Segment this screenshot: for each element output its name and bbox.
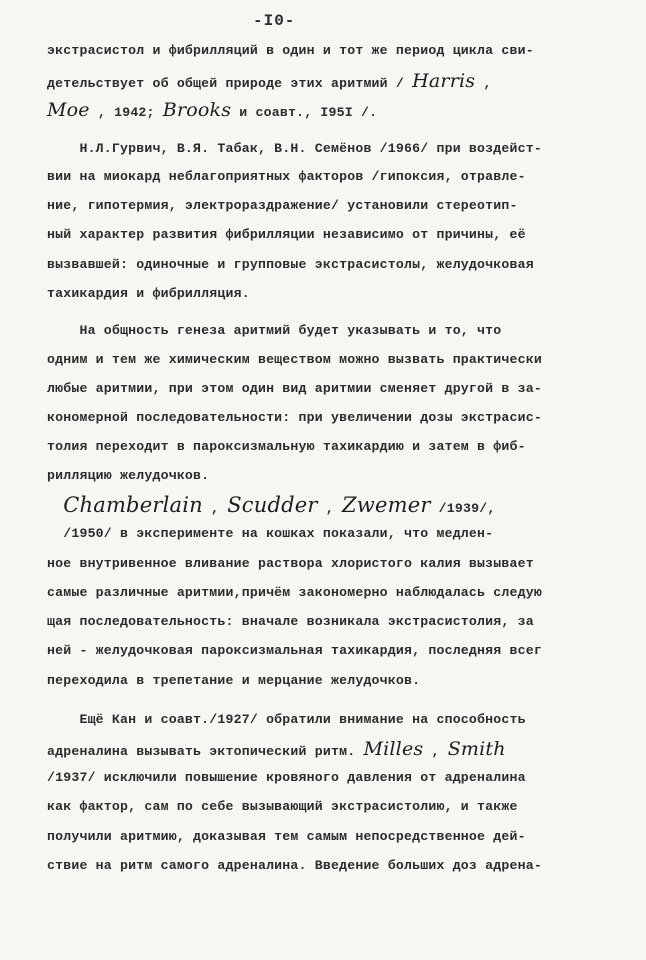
text-line: [47, 584, 607, 602]
handwritten-name: Moe: [47, 99, 90, 121]
text-line: [47, 322, 607, 340]
typed-text: /1950/ в эксперименте на кошках показали, что медлен-: [47, 526, 494, 541]
typed-text: экстрасистол и фибрилляций в один и тот же период цикла сви-: [47, 43, 534, 58]
typed-text: ,: [202, 501, 228, 516]
typed-text: самые различные аритмии,причём закономерно наблюдалась следую: [47, 585, 542, 600]
text-line: [47, 642, 607, 660]
text-line: [47, 525, 607, 543]
text-line: [47, 351, 607, 369]
text-line: [47, 711, 607, 729]
handwritten-name: Scudder: [227, 493, 318, 517]
typed-text: ное внутривенное вливание раствора хлористого калия вызывает: [47, 556, 534, 571]
text-line: [47, 857, 607, 875]
text-line: [47, 101, 607, 122]
typed-text: любые аритмии, при этом один вид аритмии сменяет другой в за-: [47, 381, 542, 396]
typed-text: толия переходит в пароксизмальную тахикардию и затем в фиб-: [47, 439, 526, 454]
text-line: [47, 740, 607, 761]
text-line: [47, 42, 607, 60]
typed-text: получили аритмию, доказывая тем самым непосредственное дей-: [47, 829, 526, 844]
handwritten-name: Harris: [412, 70, 476, 92]
typed-text: [47, 501, 63, 516]
text-line: [47, 467, 607, 485]
typed-text: , 1942;: [89, 105, 163, 120]
text-line: [47, 672, 607, 690]
typed-text: вызвавшей: одиночные и групповые экстрасистолы, желудочковая: [47, 257, 534, 272]
text-line: [47, 256, 607, 274]
typed-text: ,: [423, 744, 448, 759]
typed-text: адреналина вызывать эктопический ритм.: [47, 744, 364, 759]
text-line: [47, 555, 607, 573]
text-line: [47, 197, 607, 215]
typed-text: детельствует об общей природе этих аритмий /: [47, 76, 413, 91]
handwritten-name: Chamberlain: [63, 493, 203, 517]
handwritten-name: Zwemer: [341, 493, 431, 517]
text-line: [47, 493, 607, 518]
text-line: [47, 285, 607, 303]
typed-text: вии на миокард неблагоприятных факторов /гипоксия, отравле-: [47, 169, 526, 184]
typed-text: /1939/,: [430, 501, 496, 516]
typed-text: как фактор, сам по себе вызывающий экстрасистолию, и также: [47, 799, 518, 814]
text-line: [47, 140, 607, 158]
typed-text: кономерной последовательности: при увеличении дозы экстрасис-: [47, 410, 542, 425]
text-line: [47, 769, 607, 787]
typed-text: ,: [475, 76, 492, 91]
handwritten-name: Milles: [363, 738, 424, 760]
text-line: [47, 168, 607, 186]
typed-text: ние, гипотермия, электрораздражение/ установили стереотип-: [47, 198, 518, 213]
text-line: [47, 438, 607, 456]
text-line: [47, 409, 607, 427]
typed-text: ней - желудочковая пароксизмальная тахикардия, последняя всег: [47, 643, 542, 658]
text-line: [47, 72, 607, 93]
page-number: -I0-: [253, 12, 296, 30]
text-line: [47, 798, 607, 816]
text-line: [47, 380, 607, 398]
typed-text: тахикардия и фибрилляция.: [47, 286, 250, 301]
typed-text: рилляцию желудочков.: [47, 468, 210, 483]
text-line: [47, 828, 607, 846]
text-line: [47, 226, 607, 244]
handwritten-name: Brooks: [162, 99, 232, 121]
handwritten-name: Smith: [447, 738, 506, 760]
typed-text: Ещё Кан и соавт./1927/ обратили внимание на способность: [47, 712, 526, 727]
typed-text: ный характер развития фибрилляции независимо от причины, её: [47, 227, 526, 242]
typed-text: ,: [317, 501, 342, 516]
typed-text: На общность генеза аритмий будет указывать и то, что: [47, 323, 502, 338]
typed-text: Н.Л.Гурвич, В.Я. Табак, В.Н. Семёнов /1966/ при воздейст-: [47, 141, 542, 156]
text-line: [47, 613, 607, 631]
typed-text: и соавт., I95I /.: [231, 105, 378, 120]
typed-text: переходила в трепетание и мерцание желудочков.: [47, 673, 421, 688]
typed-text: /1937/ исключили повышение кровяного давления от адреналина: [47, 770, 526, 785]
typed-text: щая последовательность: вначале возникала экстрасистолия, за: [47, 614, 534, 629]
typed-text: ствие на ритм самого адреналина. Введение больших доз адрена-: [47, 858, 542, 873]
typed-text: одним и тем же химическим веществом можно вызвать практически: [47, 352, 542, 367]
